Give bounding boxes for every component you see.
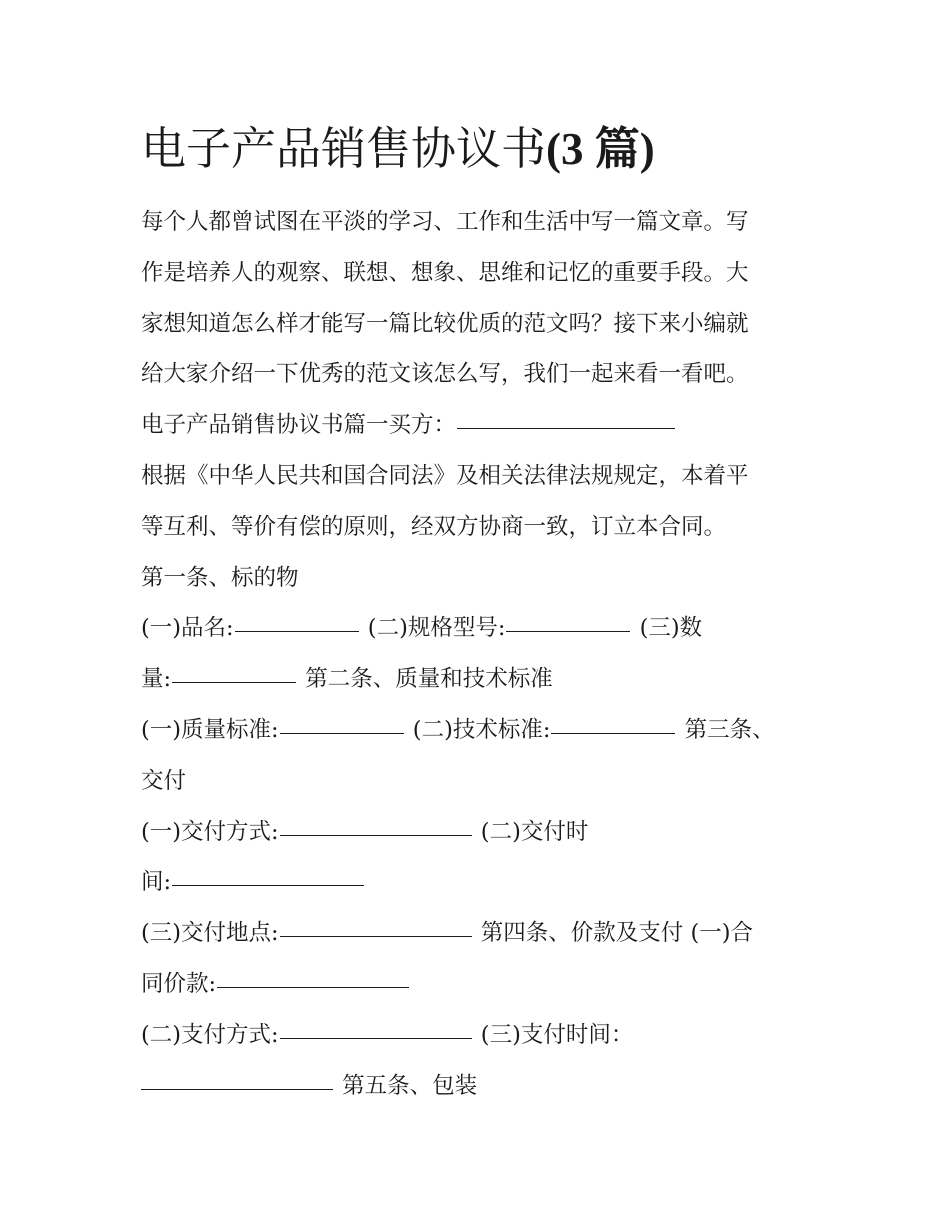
quantity-line [141, 654, 821, 705]
intro-line: 每个人都曾试图在平淡的学习、工作和生活中写一篇文章。写 [141, 209, 749, 235]
quality-std-blank [280, 706, 404, 734]
quantity-label-part1: (三)数 [639, 615, 703, 642]
delivery-method-label: (一)交付方式: [141, 818, 279, 845]
buyer-line [141, 400, 821, 451]
payment-method-blank [280, 1011, 472, 1039]
contract-price-line [141, 959, 821, 1010]
article2-heading: 第二条、质量和技术标准 [305, 666, 553, 693]
buyer-blank [457, 401, 675, 429]
title-suffix: (3 篇) [546, 124, 655, 174]
article1-heading: 第一条、标的物 [141, 564, 299, 591]
article5-heading: 第五条、包装 [342, 1072, 478, 1099]
payment-time-label: (三)支付时间： [480, 1021, 634, 1048]
spec-model-blank [506, 604, 630, 632]
buyer-label: 电子产品销售协议书篇一买方： [141, 412, 457, 439]
document-title [141, 118, 655, 180]
delivery-method-blank [280, 808, 472, 836]
contract-price-label-part1: (一)合 [690, 920, 754, 947]
payment-line [141, 1010, 821, 1061]
quantity-label-part2: 量: [141, 666, 172, 693]
intro-line: 给大家介绍一下优秀的范文该怎么写，我们一起来看一看吧。 [141, 361, 749, 388]
delivery-place-label: (三)交付地点: [141, 920, 279, 947]
payment-time-line [141, 1061, 821, 1112]
spec-model-label: (二)规格型号: [367, 615, 506, 642]
product-name-blank [235, 604, 359, 632]
contract-price-blank [217, 960, 409, 988]
article4-heading: 第四条、价款及支付 [480, 920, 684, 947]
delivery-time-blank [172, 858, 364, 886]
intro-line: 作是培养人的观察、联想、想象、思维和记忆的重要手段。大 [141, 259, 749, 286]
intro-line: 家想知道怎么样才能写一篇比较优质的范文吗？接下来小编就 [141, 310, 749, 337]
delivery-time-label-part1: (二)交付时 [480, 818, 589, 845]
article3-heading-part2: 交付 [141, 767, 187, 794]
payment-method-label: (二)支付方式: [141, 1021, 279, 1048]
document-body [141, 197, 821, 1111]
contract-price-label-part2: 同价款: [141, 970, 217, 997]
quantity-blank [172, 655, 296, 683]
delivery-place-blank [280, 909, 472, 937]
article3-heading-part1: 第三条、 [684, 716, 775, 743]
payment-time-blank [141, 1062, 333, 1090]
delivery-place-line [141, 908, 821, 959]
basis-line: 根据《中华人民共和国合同法》及相关法律法规规定，本着平 [141, 462, 749, 489]
basis-line: 等互利、等价有偿的原则，经双方协商一致，订立本合同。 [141, 513, 727, 540]
delivery-time-line [141, 857, 821, 908]
tech-std-blank [551, 706, 675, 734]
standards-line [141, 705, 821, 756]
tech-std-label: (二)技术标准: [412, 716, 551, 743]
delivery-method-line [141, 807, 821, 858]
delivery-time-label-part2: 间: [141, 869, 172, 896]
product-name-label: (一)品名: [141, 615, 234, 642]
quality-std-label: (一)质量标准: [141, 716, 279, 743]
subject-fields-line [141, 603, 821, 654]
title-main: 电子产品销售协议书 [141, 122, 547, 175]
